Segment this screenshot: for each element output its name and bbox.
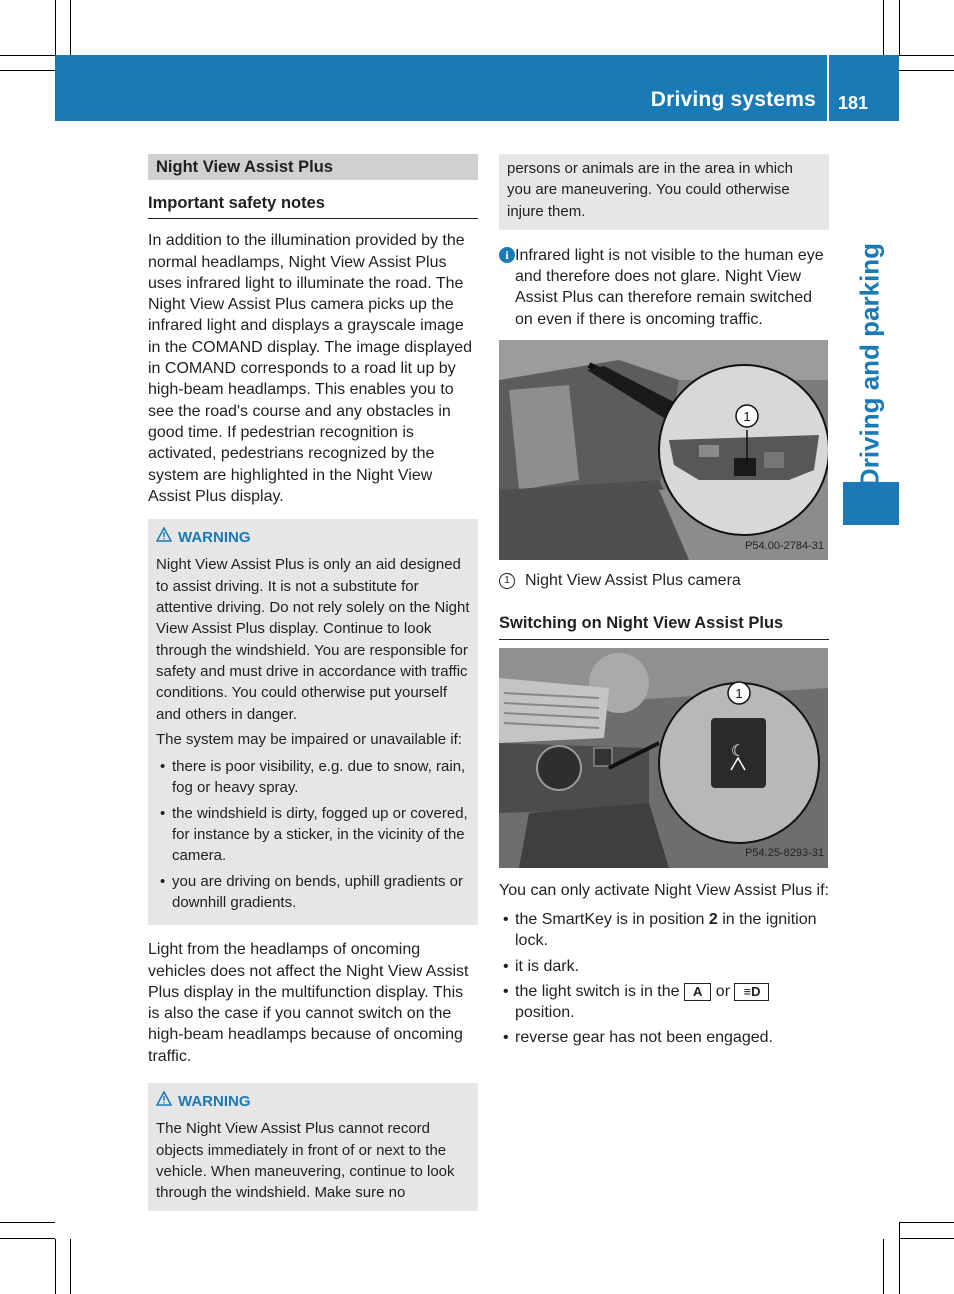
photo-callout: 1	[735, 685, 743, 701]
condition-text: the light switch is in the	[515, 982, 684, 1000]
camera-location-photo	[499, 340, 828, 560]
page-number: 181	[838, 93, 869, 113]
warning-box-continued	[499, 154, 829, 230]
crop-mark	[899, 1222, 900, 1294]
warning-text: The Night View Assist Plus cannot record objects immediately in front of or next to the vehicle. When maneuvering, continue to look through the windshield. Make sure no	[156, 1120, 455, 1202]
warning-bullet-list	[156, 756, 470, 913]
list-item	[499, 909, 829, 952]
side-tab-label: Driving and parking	[854, 242, 885, 488]
list-item: • reverse gear has not been engaged.	[499, 1027, 829, 1048]
warning-lead: The system may be impaired or unavailable if:	[156, 730, 462, 748]
light-switch-photo	[499, 648, 828, 868]
crop-mark	[883, 1239, 884, 1294]
warning-triangle-icon	[156, 1091, 178, 1112]
condition-bold: 2	[708, 910, 718, 928]
left-column	[148, 154, 478, 1211]
paragraph-oncoming: Light from the headlamps of oncoming vehicles does not affect the Night View Assist Plus display in the multifunction display. This is also the case if you cannot switch on the high-beam headlamps because of oncoming traffic.	[148, 941, 469, 1065]
info-note	[499, 245, 829, 330]
info-text: Infrared light is not visible to the human eye and therefore does not glare. Night View Assist Plus can therefore remain switched on even if there is oncoming traffic.	[515, 246, 824, 328]
list-item: • you are driving on bends, uphill gradients or downhill gradients.	[156, 871, 470, 914]
warning-heading	[156, 1091, 470, 1112]
crop-mark	[899, 55, 954, 56]
warning-heading	[156, 527, 470, 548]
caption-text: Night View Assist Plus camera	[525, 572, 741, 590]
warning-box-1	[148, 519, 478, 925]
photo-callout: 1	[743, 409, 751, 425]
crop-mark	[883, 0, 884, 55]
condition-text: or	[711, 982, 735, 1000]
subheading-safety: Important safety notes	[148, 193, 478, 219]
condition-text: the SmartKey is in position	[515, 910, 709, 928]
crop-mark	[0, 70, 55, 71]
crop-mark	[899, 70, 954, 71]
svg-text:☾: ☾	[730, 740, 746, 760]
crop-mark	[899, 0, 900, 55]
header-divider	[827, 55, 829, 121]
side-tab-marker	[843, 482, 899, 525]
caption-callout: 1	[499, 573, 515, 589]
header-title: Driving systems	[650, 88, 816, 111]
conditions-list	[499, 909, 829, 1049]
list-item: • there is poor visibility, e.g. due to snow, rain, fog or heavy spray.	[156, 756, 470, 799]
list-item: • the windshield is dirty, fogged up or covered, for instance by a sticker, in the vicinity of the camera.	[156, 803, 470, 867]
photo-code: P54.00-2784-31	[745, 539, 824, 552]
crop-mark	[70, 1239, 71, 1294]
warning-box-2	[148, 1083, 478, 1211]
warning-heading-text: WARNING	[178, 1092, 251, 1110]
warning-heading-text: WARNING	[178, 529, 251, 547]
interior-illustration	[499, 340, 828, 560]
crop-mark	[0, 1238, 55, 1239]
crop-mark	[899, 1238, 954, 1239]
warning-text-continued: persons or animals are in the area in which you are maneuvering. You could otherwise injure them.	[507, 160, 793, 220]
intro-paragraph: In addition to the illumination provided by the normal headlamps, Night View Assist Plus uses infrared light to illuminate the road. The Night View Assist Plus camera picks up the infrared light and displays a grayscale image in the COMAND display. The image displayed in COMAND corresponds to a road lit up by high-beam headlamps. This enables you to see the road's course and any obstacles in good time. If pedestrian recognition is activated, pedestrians recognized by the system are highlighted in the Night View Assist Plus display.	[148, 232, 472, 505]
list-item: • it is dark.	[499, 956, 829, 977]
list-item	[499, 981, 829, 1024]
crop-mark	[55, 0, 56, 55]
right-column	[499, 154, 829, 1053]
crop-mark	[899, 1222, 954, 1223]
condition-text: in the ignition lock.	[515, 910, 817, 950]
crop-mark	[0, 55, 55, 56]
section-title: Night View Assist Plus	[148, 154, 478, 180]
warning-text: Night View Assist Plus is only an aid designed to assist driving. It is not a substitute for attentive driving. Do not rely solely on the Night View Assist Plus display. Continue to look through the windshield. You are responsible for safety and must drive in accordance with traffic conditions. You could otherwise put yourself and others in danger.	[156, 556, 470, 723]
subheading-switching: Switching on Night View Assist Plus	[499, 613, 829, 639]
dashboard-illustration	[499, 648, 828, 868]
light-switch-auto-key: A	[684, 983, 711, 1001]
crop-mark	[70, 0, 71, 55]
low-beam-icon: ≡D	[734, 983, 769, 1001]
photo-caption	[499, 570, 829, 591]
condition-text: position.	[515, 1004, 575, 1022]
info-icon: i	[499, 247, 515, 263]
conditions-intro: You can only activate Night View Assist Plus if:	[499, 881, 829, 899]
photo-code: P54.25-8293-31	[745, 847, 824, 860]
warning-triangle-icon	[156, 527, 178, 548]
crop-mark	[0, 1222, 55, 1223]
crop-mark	[55, 1239, 56, 1294]
